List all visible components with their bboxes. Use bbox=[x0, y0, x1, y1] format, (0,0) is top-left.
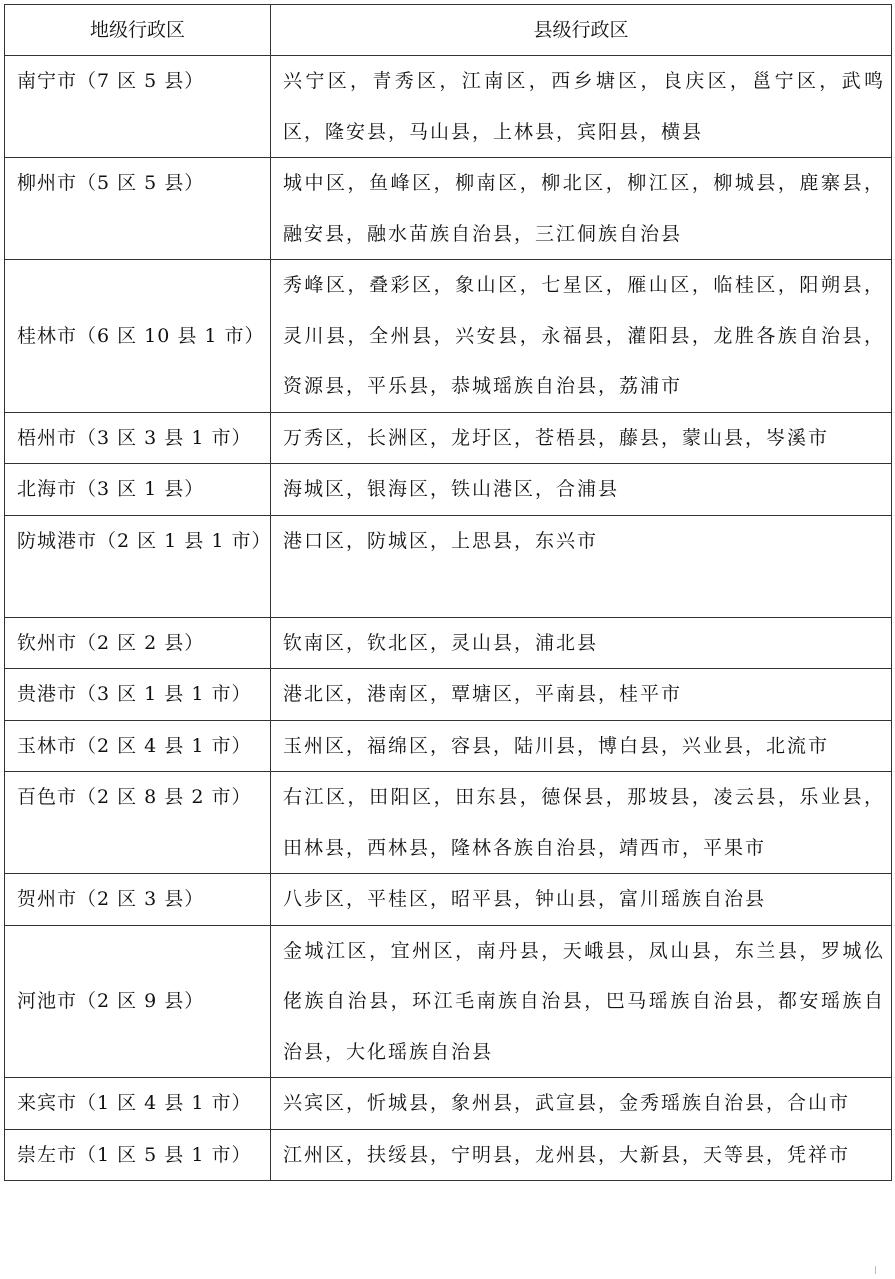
prefecture-cell: 北海市（3 区 1 县） bbox=[5, 464, 271, 516]
prefecture-cell: 来宾市（1 区 4 县 1 市） bbox=[5, 1078, 271, 1130]
prefecture-cell: 桂林市（6 区 10 县 1 市） bbox=[5, 260, 271, 413]
county-list-cell: 金城江区，宜州区，南丹县，天峨县，凤山县，东兰县，罗城仫佬族自治县，环江毛南族自治县，巴马瑶族自治县，都安瑶族自治县，大化瑶族自治县 bbox=[271, 925, 892, 1078]
county-list-cell: 玉州区，福绵区，容县，陆川县，博白县，兴业县，北流市 bbox=[271, 720, 892, 772]
prefecture-cell: 贵港市（3 区 1 县 1 市） bbox=[5, 669, 271, 721]
county-list-cell: 秀峰区，叠彩区，象山区，七星区，雁山区，临桂区，阳朔县，灵川县，全州县，兴安县，永福县，灌阳县，龙胜各族自治县，资源县，平乐县，恭城瑶族自治县，荔浦市 bbox=[271, 260, 892, 413]
page-corner-mark bbox=[875, 1266, 876, 1274]
county-list-cell: 兴宁区，青秀区，江南区，西乡塘区，良庆区，邕宁区，武鸣区，隆安县，马山县，上林县，宾阳县，横县 bbox=[271, 56, 892, 158]
table-row bbox=[5, 412, 892, 464]
county-list-cell: 兴宾区，忻城县，象州县，武宣县，金秀瑶族自治县，合山市 bbox=[271, 1078, 892, 1130]
table-row bbox=[5, 56, 892, 158]
prefecture-cell: 钦州市（2 区 2 县） bbox=[5, 617, 271, 669]
county-list-cell: 钦南区，钦北区，灵山县，浦北县 bbox=[271, 617, 892, 669]
county-list-cell: 港口区，防城区，上思县，东兴市 bbox=[271, 515, 892, 617]
table-row bbox=[5, 720, 892, 772]
table-row bbox=[5, 158, 892, 260]
prefecture-cell: 百色市（2 区 8 县 2 市） bbox=[5, 772, 271, 874]
header-county-level: 县级行政区 bbox=[271, 5, 892, 56]
prefecture-cell: 梧州市（3 区 3 县 1 市） bbox=[5, 412, 271, 464]
table-row bbox=[5, 772, 892, 874]
table-row bbox=[5, 669, 892, 721]
county-list-cell: 城中区，鱼峰区，柳南区，柳北区，柳江区，柳城县，鹿寨县，融安县，融水苗族自治县，三江侗族自治县 bbox=[271, 158, 892, 260]
county-list-cell: 港北区，港南区，覃塘区，平南县，桂平市 bbox=[271, 669, 892, 721]
county-list-cell: 海城区，银海区，铁山港区，合浦县 bbox=[271, 464, 892, 516]
county-list-cell: 江州区，扶绥县，宁明县，龙州县，大新县，天等县，凭祥市 bbox=[271, 1129, 892, 1181]
table-row bbox=[5, 874, 892, 926]
table-row bbox=[5, 464, 892, 516]
county-list-cell: 右江区，田阳区，田东县，德保县，那坡县，凌云县，乐业县，田林县，西林县，隆林各族自治县，靖西市，平果市 bbox=[271, 772, 892, 874]
prefecture-cell: 崇左市（1 区 5 县 1 市） bbox=[5, 1129, 271, 1181]
header-prefecture-level: 地级行政区 bbox=[5, 5, 271, 56]
county-list-cell: 万秀区，长洲区，龙圩区，苍梧县，藤县，蒙山县，岑溪市 bbox=[271, 412, 892, 464]
prefecture-cell: 南宁市（7 区 5 县） bbox=[5, 56, 271, 158]
prefecture-cell: 河池市（2 区 9 县） bbox=[5, 925, 271, 1078]
prefecture-cell: 玉林市（2 区 4 县 1 市） bbox=[5, 720, 271, 772]
admin-division-table bbox=[4, 4, 892, 1181]
table-row bbox=[5, 260, 892, 413]
prefecture-cell: 防城港市（2 区 1 县 1 市） bbox=[5, 515, 271, 617]
table-row bbox=[5, 617, 892, 669]
document-page bbox=[4, 4, 891, 1181]
table-row bbox=[5, 925, 892, 1078]
table-row bbox=[5, 1129, 892, 1181]
county-list-cell: 八步区，平桂区，昭平县，钟山县，富川瑶族自治县 bbox=[271, 874, 892, 926]
prefecture-cell: 柳州市（5 区 5 县） bbox=[5, 158, 271, 260]
table-row bbox=[5, 1078, 892, 1130]
table-row bbox=[5, 515, 892, 617]
table-header-row bbox=[5, 5, 892, 56]
prefecture-cell: 贺州市（2 区 3 县） bbox=[5, 874, 271, 926]
